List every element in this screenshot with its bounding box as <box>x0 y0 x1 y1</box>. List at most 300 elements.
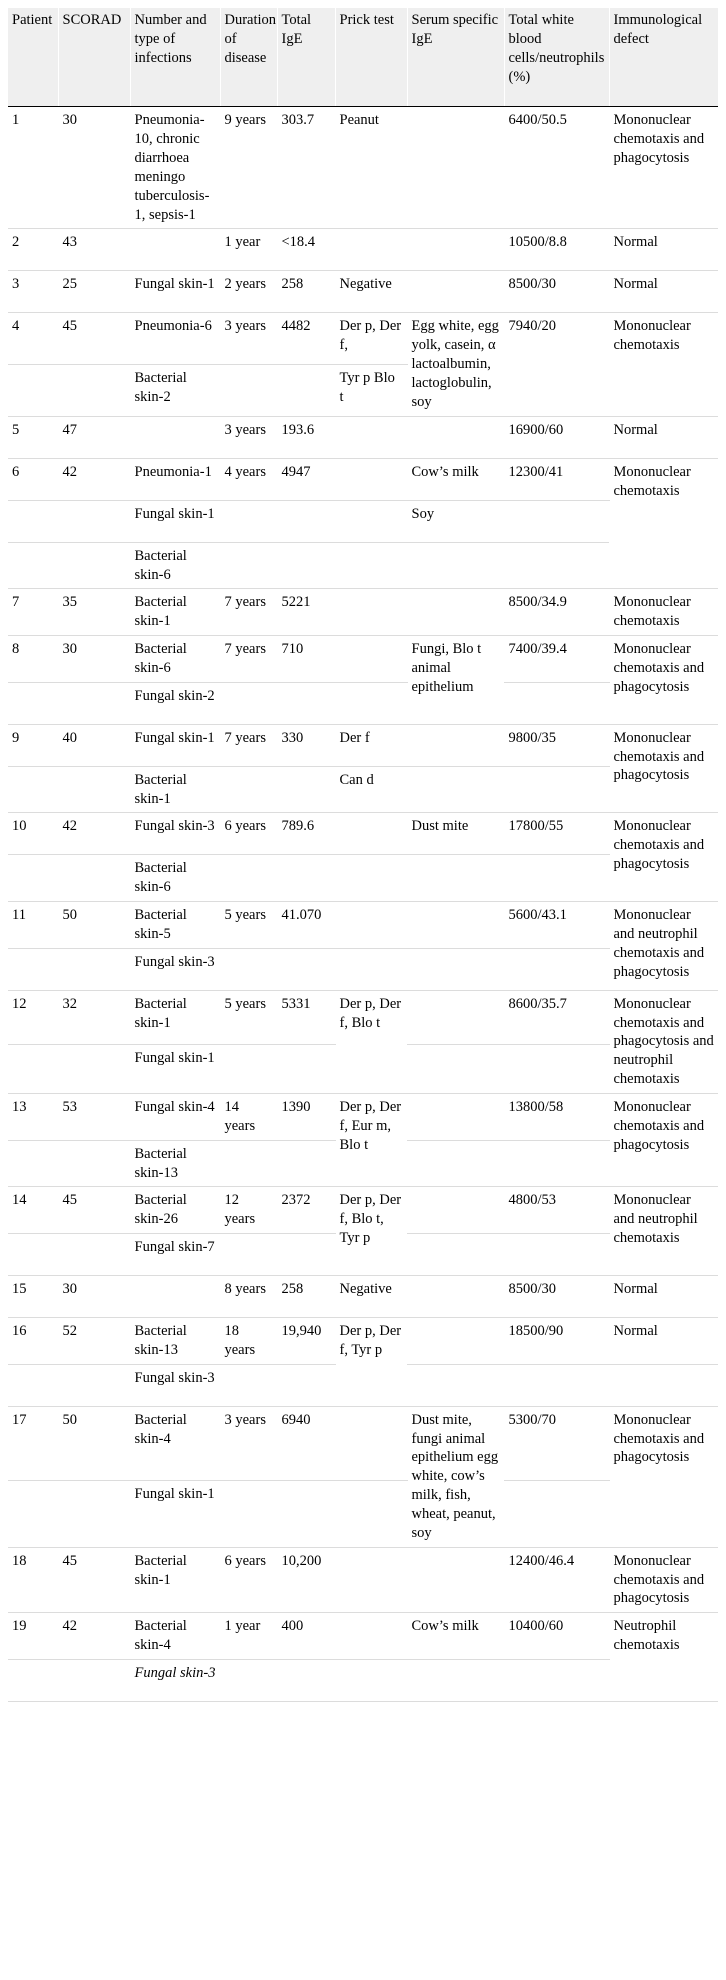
table-cell: Normal <box>609 271 718 313</box>
table-cell <box>277 1140 335 1187</box>
table-cell: 710 <box>277 636 335 683</box>
table-cell: Soy <box>407 500 504 542</box>
table-cell <box>407 542 504 589</box>
table-cell <box>407 1364 504 1406</box>
table-cell <box>277 682 335 724</box>
table-cell: Mononuclear and neutrophil chemotaxis <box>609 1187 718 1276</box>
table-cell <box>407 107 504 229</box>
table-cell: 1 <box>8 107 58 229</box>
table-row <box>8 813 718 855</box>
table-cell <box>407 271 504 313</box>
table-row <box>8 416 718 458</box>
table-cell <box>407 766 504 813</box>
table-cell <box>407 948 504 990</box>
table-cell <box>58 766 130 813</box>
table-cell: 12 <box>8 990 58 1044</box>
table-cell: Bacterial skin-26 <box>130 1187 220 1234</box>
table-cell <box>58 542 130 589</box>
table-cell: Der p, Der f, <box>335 313 407 365</box>
table-cell <box>335 1659 407 1701</box>
table-cell <box>58 500 130 542</box>
table-cell <box>277 948 335 990</box>
table-cell <box>335 1547 407 1613</box>
table-cell: Mononuclear chemotaxis and phagocytosis <box>609 1547 718 1613</box>
table-cell <box>609 1364 718 1406</box>
table-cell: 30 <box>58 1276 130 1318</box>
table-cell: 19,940 <box>277 1318 335 1365</box>
table-cell <box>8 1140 58 1187</box>
table-cell <box>335 458 407 500</box>
table-cell <box>335 636 407 683</box>
table-cell: 17 <box>8 1406 58 1480</box>
table-cell: 14 <box>8 1187 58 1234</box>
table-cell <box>407 1659 504 1701</box>
table-cell <box>335 948 407 990</box>
table-cell: 16 <box>8 1318 58 1365</box>
table-cell: 330 <box>277 724 335 766</box>
table-cell: 19 <box>8 1613 58 1660</box>
table-cell: Negative <box>335 271 407 313</box>
table-cell: 258 <box>277 1276 335 1318</box>
table-cell: Pneumonia-10, chronic diarrhoea meningo tuberculosis-1, sepsis-1 <box>130 107 220 229</box>
table-cell: 12400/46.4 <box>504 1547 609 1613</box>
table-cell: 47 <box>58 416 130 458</box>
table-cell: 10500/8.8 <box>504 229 609 271</box>
table-cell: 53 <box>58 1094 130 1141</box>
table-cell: Fungal skin-3 <box>130 1364 220 1406</box>
table-cell: 11 <box>8 902 58 949</box>
table-cell <box>407 1187 504 1234</box>
table-cell: 42 <box>58 1613 130 1660</box>
header-duration: Duration of disease <box>220 8 277 107</box>
table-cell <box>277 1045 335 1094</box>
table-cell: Bacterial skin-4 <box>130 1613 220 1660</box>
table-cell <box>8 766 58 813</box>
table-cell <box>220 682 277 724</box>
table-cell: 45 <box>58 313 130 365</box>
table-cell <box>277 365 335 417</box>
table-row <box>8 313 718 365</box>
table-cell: Normal <box>609 229 718 271</box>
table-cell <box>504 1140 609 1187</box>
table-cell: 4947 <box>277 458 335 500</box>
table-cell: 3 years <box>220 1406 277 1480</box>
table-cell: 17800/55 <box>504 813 609 855</box>
table-cell: 25 <box>58 271 130 313</box>
table-cell <box>8 1234 58 1276</box>
table-cell <box>407 724 504 766</box>
table-cell: Tyr p Blo t <box>335 365 407 417</box>
table-cell: 3 years <box>220 416 277 458</box>
table-cell <box>58 682 130 724</box>
table-cell: Dust mite <box>407 813 504 855</box>
header-scorad: SCORAD <box>58 8 130 107</box>
table-row <box>8 1613 718 1660</box>
table-cell: 789.6 <box>277 813 335 855</box>
table-row <box>8 1187 718 1234</box>
table-cell <box>407 902 504 949</box>
table-row <box>8 1276 718 1318</box>
table-cell: Bacterial skin-4 <box>130 1406 220 1480</box>
table-row <box>8 271 718 313</box>
table-cell: Der f <box>335 724 407 766</box>
table-row <box>8 589 718 636</box>
table-cell: Bacterial skin-1 <box>130 589 220 636</box>
table-cell <box>504 682 609 724</box>
table-cell: 7 years <box>220 636 277 683</box>
table-cell: 13 <box>8 1094 58 1141</box>
table-cell: Mononuclear chemotaxis <box>609 589 718 636</box>
table-cell <box>504 1659 609 1701</box>
table-cell <box>335 229 407 271</box>
table-cell: Bacterial skin-1 <box>130 766 220 813</box>
table-cell <box>58 1234 130 1276</box>
table-cell: Bacterial skin-6 <box>130 636 220 683</box>
table-cell: Mononuclear chemotaxis and phagocytosis <box>609 1406 718 1547</box>
table-cell: Pneumonia-6 <box>130 313 220 365</box>
table-cell: 6 years <box>220 813 277 855</box>
header-infections: Number and type of infections <box>130 8 220 107</box>
table-cell <box>335 1613 407 1660</box>
table-cell: 45 <box>58 1547 130 1613</box>
table-cell: 9 <box>8 724 58 766</box>
table-cell: 8 years <box>220 1276 277 1318</box>
header-white-cells: Total white blood cells/neutrophils (%) <box>504 8 609 107</box>
table-cell <box>220 1364 277 1406</box>
table-cell: 52 <box>58 1318 130 1365</box>
table-cell <box>58 1364 130 1406</box>
table-cell: 5 years <box>220 902 277 949</box>
table-cell: Fungal skin-4 <box>130 1094 220 1141</box>
table-row <box>8 1318 718 1365</box>
table-cell <box>8 1045 58 1094</box>
table-cell <box>220 542 277 589</box>
table-cell <box>220 1140 277 1187</box>
table-cell <box>220 948 277 990</box>
table-cell <box>277 500 335 542</box>
table-cell: 43 <box>58 229 130 271</box>
table-cell <box>504 1234 609 1276</box>
table-cell: Fungal skin-1 <box>130 1480 220 1547</box>
table-row <box>8 902 718 949</box>
table-cell: Fungal skin-2 <box>130 682 220 724</box>
table-cell <box>335 855 407 902</box>
table-cell: Mononuclear chemotaxis and phagocytosis and neutrophil chemotaxis <box>609 990 718 1093</box>
table-cell: 18 <box>8 1547 58 1613</box>
table-cell: Mononuclear and neutrophil chemotaxis and phagocytosis <box>609 902 718 991</box>
table-cell <box>130 229 220 271</box>
table-cell <box>335 589 407 636</box>
table-cell: 12300/41 <box>504 458 609 500</box>
patient-data-table <box>8 8 718 1702</box>
table-row <box>8 1406 718 1480</box>
table-cell: Der p, Der f, Blo t <box>335 990 407 1093</box>
table-cell: Fungal skin-7 <box>130 1234 220 1276</box>
table-cell <box>8 500 58 542</box>
table-cell <box>407 990 504 1044</box>
table-cell: 4482 <box>277 313 335 365</box>
table-cell <box>220 766 277 813</box>
table-row <box>8 636 718 683</box>
table-cell: Der p, Der f, Eur m, Blo t <box>335 1094 407 1187</box>
table-cell: 7400/39.4 <box>504 636 609 683</box>
table-cell <box>277 1234 335 1276</box>
table-cell: 6400/50.5 <box>504 107 609 229</box>
table-cell: Egg white, egg yolk, casein, α lactoalbumin, lactoglobulin, soy <box>407 313 504 416</box>
table-cell: 10,200 <box>277 1547 335 1613</box>
table-cell: 32 <box>58 990 130 1044</box>
table-cell: 8500/30 <box>504 1276 609 1318</box>
table-cell: 2 years <box>220 271 277 313</box>
table-cell: Bacterial skin-6 <box>130 855 220 902</box>
table-cell <box>504 948 609 990</box>
table-cell: 8500/34.9 <box>504 589 609 636</box>
table-cell <box>504 1480 609 1547</box>
header-immunological-defect: Immunological defect <box>609 8 718 107</box>
table-cell: 3 <box>8 271 58 313</box>
table-cell <box>407 416 504 458</box>
table-cell: 303.7 <box>277 107 335 229</box>
table-cell: 10400/60 <box>504 1613 609 1660</box>
table-cell <box>335 902 407 949</box>
table-cell: 18500/90 <box>504 1318 609 1365</box>
table-cell: 4800/53 <box>504 1187 609 1234</box>
table-cell <box>58 1045 130 1094</box>
table-cell: Bacterial skin-6 <box>130 542 220 589</box>
table-cell: 193.6 <box>277 416 335 458</box>
table-cell: 3 years <box>220 313 277 365</box>
table-cell: 16900/60 <box>504 416 609 458</box>
header-serum-ige: Serum specific IgE <box>407 8 504 107</box>
table-cell <box>407 1547 504 1613</box>
table-header <box>8 8 718 107</box>
table-cell <box>130 416 220 458</box>
table-cell <box>220 1480 277 1547</box>
table-cell: 5 years <box>220 990 277 1044</box>
table-cell <box>335 500 407 542</box>
table-cell: Normal <box>609 1318 718 1365</box>
table-cell: 10 <box>8 813 58 855</box>
table-cell <box>335 813 407 855</box>
table-cell: Fungal skin-1 <box>130 724 220 766</box>
table-cell: Can d <box>335 766 407 813</box>
table-cell <box>8 542 58 589</box>
table-cell: Fungi, Blo t animal epithelium <box>407 636 504 725</box>
table-cell: 7 <box>8 589 58 636</box>
table-cell: Cow’s milk <box>407 1613 504 1660</box>
table-cell: Pneumonia-1 <box>130 458 220 500</box>
table-cell: Fungal skin-1 <box>130 500 220 542</box>
table-cell: 30 <box>58 636 130 683</box>
header-prick-test: Prick test <box>335 8 407 107</box>
table-cell <box>8 948 58 990</box>
table-cell: 13800/58 <box>504 1094 609 1141</box>
table-cell: 6940 <box>277 1406 335 1480</box>
table-cell <box>277 855 335 902</box>
table-cell: Mononuclear chemotaxis <box>609 313 718 416</box>
table-cell <box>130 1276 220 1318</box>
table-cell <box>8 1364 58 1406</box>
table-cell: 50 <box>58 902 130 949</box>
table-cell <box>58 1659 130 1701</box>
table-cell: Mononuclear chemotaxis and phagocytosis <box>609 724 718 813</box>
table-cell <box>407 1276 504 1318</box>
table-cell: 258 <box>277 271 335 313</box>
table-cell: Cow’s milk <box>407 458 504 500</box>
table-cell: 35 <box>58 589 130 636</box>
table-cell: Fungal skin-1 <box>130 1045 220 1094</box>
table-cell <box>58 948 130 990</box>
header-total-ige: Total IgE <box>277 8 335 107</box>
table-cell: 2372 <box>277 1187 335 1234</box>
table-cell: 5300/70 <box>504 1406 609 1480</box>
table-cell <box>335 682 407 724</box>
table-cell <box>335 416 407 458</box>
table-cell <box>58 365 130 417</box>
table-cell: 9 years <box>220 107 277 229</box>
table-cell <box>220 1234 277 1276</box>
table-cell: Bacterial skin-1 <box>130 1547 220 1613</box>
table-cell: Neutrophil chemotaxis <box>609 1613 718 1702</box>
table-cell: Normal <box>609 1276 718 1318</box>
table-cell <box>504 766 609 813</box>
table-cell <box>8 365 58 417</box>
table-cell <box>504 1045 609 1094</box>
table-cell <box>407 1094 504 1141</box>
table-cell: 6 <box>8 458 58 500</box>
table-cell: Mononuclear chemotaxis and phagocytosis <box>609 636 718 725</box>
table-cell: 18 years <box>220 1318 277 1365</box>
table-cell: 40 <box>58 724 130 766</box>
table-cell <box>407 1318 504 1365</box>
table-cell <box>335 542 407 589</box>
table-cell: 9800/35 <box>504 724 609 766</box>
table-cell: 5221 <box>277 589 335 636</box>
table-row <box>8 1094 718 1141</box>
table-cell: 50 <box>58 1406 130 1480</box>
table-cell: 1 year <box>220 1613 277 1660</box>
table-cell <box>407 855 504 902</box>
table-cell <box>407 229 504 271</box>
table-cell: Der p, Der f, Tyr p <box>335 1318 407 1407</box>
table-cell: Mononuclear chemotaxis and phagocytosis <box>609 813 718 902</box>
table-cell <box>220 1659 277 1701</box>
table-cell: Negative <box>335 1276 407 1318</box>
table-cell: 8500/30 <box>504 271 609 313</box>
table-cell <box>8 1480 58 1547</box>
table-cell: 5331 <box>277 990 335 1044</box>
table-cell: 30 <box>58 107 130 229</box>
table-cell <box>8 1659 58 1701</box>
table-cell <box>407 1234 504 1276</box>
table-cell: 2 <box>8 229 58 271</box>
table-cell: <18.4 <box>277 229 335 271</box>
table-cell <box>220 365 277 417</box>
table-cell <box>407 1140 504 1187</box>
table-cell: Fungal skin-1 <box>130 271 220 313</box>
table-cell: Fungal skin-3 <box>130 1659 220 1701</box>
table-cell <box>335 1406 407 1480</box>
table-cell <box>335 1480 407 1547</box>
table-cell: 1390 <box>277 1094 335 1141</box>
table-cell: 1 year <box>220 229 277 271</box>
table-cell: Bacterial skin-5 <box>130 902 220 949</box>
header-row <box>8 8 718 107</box>
table-cell <box>504 500 609 542</box>
table-cell <box>277 1480 335 1547</box>
table-row <box>8 990 718 1044</box>
table-cell: 7 years <box>220 724 277 766</box>
table-cell: 12 years <box>220 1187 277 1234</box>
table-cell: Bacterial skin-2 <box>130 365 220 417</box>
table-row <box>8 229 718 271</box>
table-cell: Bacterial skin-13 <box>130 1318 220 1365</box>
table-cell: 41.070 <box>277 902 335 949</box>
table-cell <box>58 1140 130 1187</box>
table-cell: 8600/35.7 <box>504 990 609 1044</box>
table-cell <box>504 542 609 589</box>
table-body <box>8 107 718 1702</box>
table-cell <box>220 500 277 542</box>
table-cell: 42 <box>58 458 130 500</box>
table-cell <box>504 1364 609 1406</box>
table-cell <box>407 1045 504 1094</box>
table-cell: Bacterial skin-13 <box>130 1140 220 1187</box>
table-cell <box>504 855 609 902</box>
table-cell: Der p, Der f, Blo t, Tyr p <box>335 1187 407 1276</box>
table-cell: 45 <box>58 1187 130 1234</box>
table-cell: 5600/43.1 <box>504 902 609 949</box>
table-cell: 6 years <box>220 1547 277 1613</box>
table-cell: 4 years <box>220 458 277 500</box>
table-cell: 8 <box>8 636 58 683</box>
table-cell <box>277 1659 335 1701</box>
table-row <box>8 107 718 229</box>
table-cell <box>58 1480 130 1547</box>
table-cell <box>58 855 130 902</box>
table-cell: 42 <box>58 813 130 855</box>
table-row <box>8 458 718 500</box>
table-row <box>8 724 718 766</box>
table-cell: Mononuclear chemotaxis and phagocytosis <box>609 107 718 229</box>
table-cell: 4 <box>8 313 58 365</box>
table-cell: 14 years <box>220 1094 277 1141</box>
table-cell: 15 <box>8 1276 58 1318</box>
table-cell: Normal <box>609 416 718 458</box>
table-cell: Mononuclear chemotaxis <box>609 458 718 589</box>
table-cell: Fungal skin-3 <box>130 948 220 990</box>
table-cell <box>8 855 58 902</box>
table-cell: Mononuclear chemotaxis and phagocytosis <box>609 1094 718 1187</box>
table-cell <box>407 589 504 636</box>
table-cell <box>277 542 335 589</box>
table-cell: Fungal skin-3 <box>130 813 220 855</box>
table-cell <box>220 855 277 902</box>
table-cell <box>277 1364 335 1406</box>
table-cell <box>8 682 58 724</box>
table-cell <box>220 1045 277 1094</box>
header-patient: Patient <box>8 8 58 107</box>
table-cell: 7940/20 <box>504 313 609 416</box>
table-row <box>8 1547 718 1613</box>
table-cell: Peanut <box>335 107 407 229</box>
table-cell: Bacterial skin-1 <box>130 990 220 1044</box>
table-cell: 400 <box>277 1613 335 1660</box>
table-cell: 5 <box>8 416 58 458</box>
table-cell: Dust mite, fungi animal epithelium egg white, cow’s milk, fish, wheat, peanut, soy <box>407 1406 504 1547</box>
table-cell <box>277 766 335 813</box>
table-cell: 7 years <box>220 589 277 636</box>
